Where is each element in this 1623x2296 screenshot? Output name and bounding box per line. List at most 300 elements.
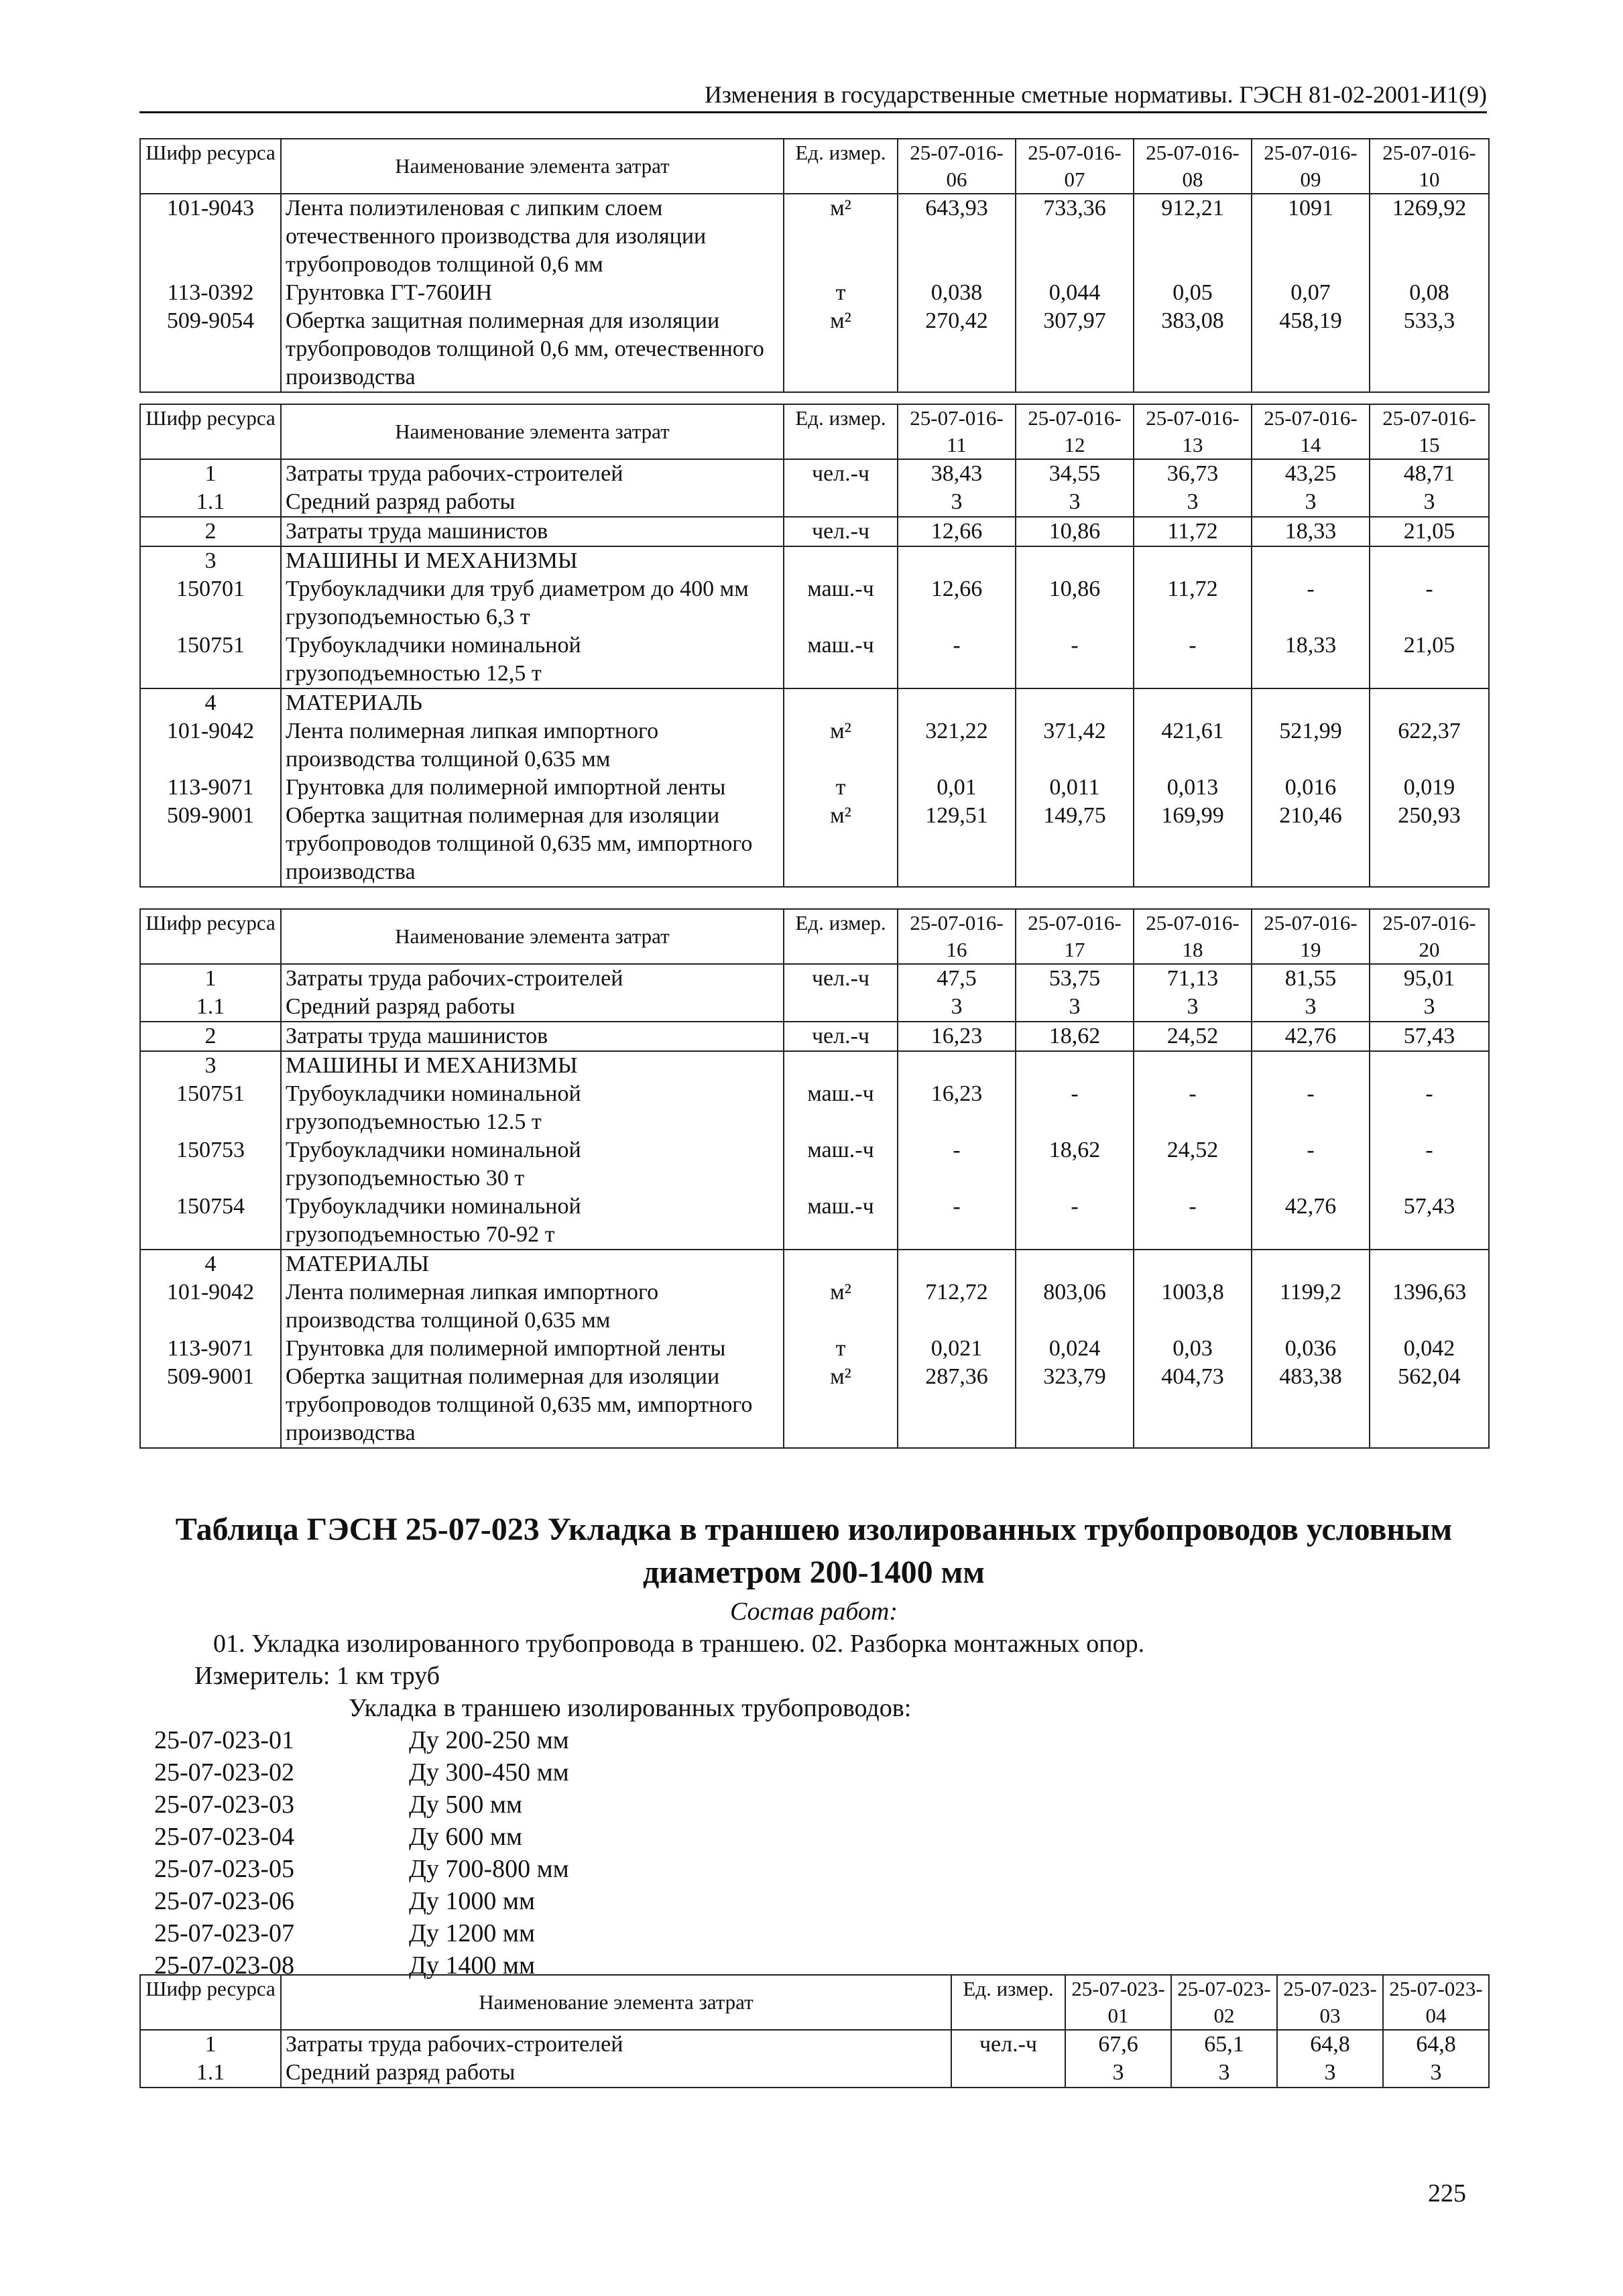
col-header-unit: Ед. измер. (784, 909, 898, 964)
resource-code: 509-9054 (140, 307, 281, 392)
table-row (140, 1193, 1489, 1250)
resource-code: 113-9071 (140, 774, 281, 802)
measure-unit: Измеритель: 1 км труб (194, 1662, 440, 1690)
variant-description: Ду 1200 мм (409, 1919, 536, 1947)
norm-value: 3 (1252, 488, 1370, 517)
norm-value: 3 (1252, 993, 1370, 1022)
norm-value: 64,8 (1277, 2030, 1383, 2059)
norm-value: 0,016 (1252, 774, 1370, 802)
col-header-norm-code: 25-07-016-16 (898, 909, 1016, 964)
norm-value: 53,75 (1016, 964, 1134, 993)
table-title: Таблица ГЭСН 25-07-023 Укладка в траншею изолированных трубопроводов условным диаметром 200-1400 мм (175, 1512, 1453, 1590)
norm-value (898, 1051, 1016, 1080)
resource-code: 113-9071 (140, 1335, 281, 1363)
resource-code: 1.1 (140, 488, 281, 517)
norm-value: 270,42 (898, 307, 1016, 392)
table-row (140, 2030, 1489, 2059)
col-header-norm-code: 25-07-016-19 (1252, 909, 1370, 964)
norm-value: 1003,8 (1134, 1278, 1252, 1335)
table-row (140, 575, 1489, 631)
unit-of-measure: т (784, 1335, 898, 1363)
col-header-norm-code: 25-07-016-07 (1016, 139, 1134, 194)
norm-value: 0,021 (898, 1335, 1016, 1363)
resource-code: 509-9001 (140, 1363, 281, 1448)
table-row (140, 774, 1489, 802)
resource-code: 1 (140, 459, 281, 488)
unit-of-measure (784, 1250, 898, 1278)
norm-value: 533,3 (1370, 307, 1489, 392)
cost-element-name: Лента полимерная липкая импортного производства толщиной 0,635 мм (281, 717, 784, 774)
table-row (140, 993, 1489, 1022)
variant-description: Ду 1400 мм (409, 1951, 536, 1980)
norm-value: 371,42 (1016, 717, 1134, 774)
cost-element-name: Лента полимерная липкая импортного производства толщиной 0,635 мм (281, 1278, 784, 1335)
norm-value: - (1016, 1193, 1134, 1250)
col-header-norm-code: 25-07-016-08 (1134, 139, 1252, 194)
cost-element-name: Обертка защитная полимерная для изоляции трубопроводов толщиной 0,635 мм, импортного производства (281, 1363, 784, 1448)
unit-of-measure: чел.-ч (784, 1022, 898, 1051)
unit-of-measure (784, 1051, 898, 1080)
norm-value: 3 (1383, 2059, 1489, 2088)
page-number: 225 (1428, 2179, 1466, 2208)
col-header-code: Шифр ресурса (140, 139, 281, 194)
resource-code: 1 (140, 2030, 281, 2059)
norm-value (1370, 1250, 1489, 1278)
col-header-unit: Ед. измер. (784, 404, 898, 459)
cost-element-name: Трубоукладчики номинальной грузоподъемностью 12.5 т (281, 1080, 784, 1136)
variant-item (154, 1756, 569, 1789)
unit-of-measure: м² (784, 1363, 898, 1448)
norm-value: 210,46 (1252, 802, 1370, 887)
norm-value: 483,38 (1252, 1363, 1370, 1448)
variant-description: Ду 300-450 мм (409, 1758, 569, 1787)
norm-value: 287,36 (898, 1363, 1016, 1448)
col-header-norm-code: 25-07-016-12 (1016, 404, 1134, 459)
variant-code: 25-07-023-07 (154, 1919, 294, 1947)
norm-value: 67,6 (1065, 2030, 1171, 2059)
unit-of-measure (784, 488, 898, 517)
norm-value: 0,038 (898, 279, 1016, 307)
cost-element-name: Грунтовка для полимерной импортной ленты (281, 1335, 784, 1363)
norm-value (1134, 1051, 1252, 1080)
table-row (140, 964, 1489, 993)
norm-value: 57,43 (1370, 1193, 1489, 1250)
norm-value: 3 (898, 488, 1016, 517)
cost-element-name: МАШИНЫ И МЕХАНИЗМЫ (281, 1051, 784, 1080)
col-header-norm-code: 25-07-016-06 (898, 139, 1016, 194)
table-row (140, 1022, 1489, 1051)
col-header-norm-code: 25-07-023-04 (1383, 1975, 1489, 2030)
variant-description: Ду 600 мм (409, 1823, 523, 1851)
norm-value: 95,01 (1370, 964, 1489, 993)
norm-value: 1269,92 (1370, 194, 1489, 279)
norm-value: 11,72 (1134, 517, 1252, 546)
norm-value: 803,06 (1016, 1278, 1134, 1335)
norm-value: 643,93 (898, 194, 1016, 279)
unit-of-measure (951, 2059, 1065, 2088)
variant-description: Ду 500 мм (409, 1791, 523, 1819)
cost-element-name: Трубоукладчики номинальной грузоподъемностью 30 т (281, 1136, 784, 1193)
cost-element-name: Средний разряд работы (281, 488, 784, 517)
norm-value (1252, 1250, 1370, 1278)
table-row (140, 517, 1489, 546)
cost-element-name: Средний разряд работы (281, 2059, 951, 2088)
variant-item (154, 1724, 569, 1756)
norms-table-016-11-15 (139, 404, 1490, 888)
cost-element-name: МАТЕРИАЛЬ (281, 688, 784, 717)
norm-value: 3 (1370, 488, 1489, 517)
norm-value: 65,1 (1171, 2030, 1277, 2059)
resource-code: 150754 (140, 1193, 281, 1250)
unit-of-measure (784, 993, 898, 1022)
norm-value: 0,01 (898, 774, 1016, 802)
norm-value: 3 (898, 993, 1016, 1022)
norm-value: - (1016, 1080, 1134, 1136)
norm-value: - (898, 631, 1016, 688)
unit-of-measure: маш.-ч (784, 631, 898, 688)
table-row (140, 459, 1489, 488)
variant-item (154, 1789, 569, 1821)
norm-value (1370, 688, 1489, 717)
resource-code: 150751 (140, 1080, 281, 1136)
norm-value: 0,042 (1370, 1335, 1489, 1363)
col-header-name: Наименование элемента затрат (281, 1975, 951, 2030)
variant-code: 25-07-023-05 (154, 1855, 294, 1883)
norm-value: 169,99 (1134, 802, 1252, 887)
norm-value (1016, 546, 1134, 575)
table-row (140, 488, 1489, 517)
norm-value (1370, 546, 1489, 575)
unit-of-measure: чел.-ч (784, 517, 898, 546)
norm-value: 38,43 (898, 459, 1016, 488)
norm-value (1134, 688, 1252, 717)
norm-value: - (1134, 1193, 1252, 1250)
norm-value: - (1252, 1136, 1370, 1193)
col-header-norm-code: 25-07-016-15 (1370, 404, 1489, 459)
norm-value: 18,62 (1016, 1136, 1134, 1193)
unit-of-measure: м² (784, 802, 898, 887)
norm-value: 1199,2 (1252, 1278, 1370, 1335)
norms-table-023-01-04 (139, 1974, 1490, 2088)
norm-value: 521,99 (1252, 717, 1370, 774)
norm-value: 3 (1277, 2059, 1383, 2088)
col-header-norm-code: 25-07-023-03 (1277, 1975, 1383, 2030)
norm-value: 24,52 (1134, 1022, 1252, 1051)
norm-value: 0,011 (1016, 774, 1134, 802)
variant-code: 25-07-023-02 (154, 1758, 294, 1787)
norm-value: 10,86 (1016, 575, 1134, 631)
cost-element-name: Затраты труда рабочих-строителей (281, 2030, 951, 2059)
resource-code: 150751 (140, 631, 281, 688)
variant-list (154, 1724, 569, 1982)
variant-code: 25-07-023-06 (154, 1887, 294, 1915)
resource-code: 3 (140, 546, 281, 575)
header-row (140, 909, 1489, 964)
norm-value: 36,73 (1134, 459, 1252, 488)
cost-element-name: Затраты труда рабочих-строителей (281, 459, 784, 488)
table-row (140, 631, 1489, 688)
cost-element-name: Обертка защитная полимерная для изоляции трубопроводов толщиной 0,635 мм, импортного производства (281, 802, 784, 887)
table-row (140, 1080, 1489, 1136)
norm-value: 562,04 (1370, 1363, 1489, 1448)
norm-value: 3 (1370, 993, 1489, 1022)
unit-of-measure: м² (784, 194, 898, 279)
cost-element-name: Грунтовка для полимерной импортной ленты (281, 774, 784, 802)
variant-item (154, 1821, 569, 1853)
norm-value (1252, 1051, 1370, 1080)
norm-value: 43,25 (1252, 459, 1370, 488)
norm-value: 0,024 (1016, 1335, 1134, 1363)
norm-value: 18,62 (1016, 1022, 1134, 1051)
norm-value: 323,79 (1016, 1363, 1134, 1448)
col-header-norm-code: 25-07-016-18 (1134, 909, 1252, 964)
norm-value: 11,72 (1134, 575, 1252, 631)
col-header-norm-code: 25-07-016-20 (1370, 909, 1489, 964)
unit-of-measure: чел.-ч (784, 964, 898, 993)
table-row (140, 279, 1489, 307)
norm-value: 733,36 (1016, 194, 1134, 279)
unit-of-measure: т (784, 774, 898, 802)
unit-of-measure: т (784, 279, 898, 307)
resource-code: 3 (140, 1051, 281, 1080)
unit-of-measure: маш.-ч (784, 1193, 898, 1250)
norm-value: 0,03 (1134, 1335, 1252, 1363)
resource-code: 113-0392 (140, 279, 281, 307)
norm-value (1134, 546, 1252, 575)
variant-code: 25-07-023-04 (154, 1823, 294, 1851)
col-header-unit: Ед. измер. (784, 139, 898, 194)
norm-value: 321,22 (898, 717, 1016, 774)
cost-element-name: Затраты труда машинистов (281, 517, 784, 546)
norm-value (1016, 688, 1134, 717)
composition-label: Состав работ: (729, 1597, 898, 1626)
norm-value: 81,55 (1252, 964, 1370, 993)
norm-value: 18,33 (1252, 631, 1370, 688)
norm-value: 21,05 (1370, 517, 1489, 546)
resource-code: 4 (140, 688, 281, 717)
norm-value: - (898, 1193, 1016, 1250)
norm-value: 42,76 (1252, 1022, 1370, 1051)
norm-value: - (1016, 631, 1134, 688)
variant-description: Ду 1000 мм (409, 1887, 536, 1915)
variant-description: Ду 700-800 мм (409, 1855, 569, 1883)
norm-value: - (898, 1136, 1016, 1193)
col-header-norm-code: 25-07-016-17 (1016, 909, 1134, 964)
norm-value: 458,19 (1252, 307, 1370, 392)
norm-value: - (1252, 1080, 1370, 1136)
col-header-norm-code: 25-07-016-09 (1252, 139, 1370, 194)
table-row (140, 1136, 1489, 1193)
norm-value: 0,05 (1134, 279, 1252, 307)
resource-code: 1.1 (140, 993, 281, 1022)
unit-of-measure: м² (784, 307, 898, 392)
norm-value: 47,5 (898, 964, 1016, 993)
header-row (140, 404, 1489, 459)
norm-value (1252, 688, 1370, 717)
norm-value: - (1252, 575, 1370, 631)
norm-value: 622,37 (1370, 717, 1489, 774)
resource-code: 1 (140, 964, 281, 993)
unit-of-measure: маш.-ч (784, 1136, 898, 1193)
table-row (140, 1335, 1489, 1363)
table-row (140, 1051, 1489, 1080)
col-header-unit: Ед. измер. (951, 1975, 1065, 2030)
norm-value: 16,23 (898, 1080, 1016, 1136)
norm-value: 0,044 (1016, 279, 1134, 307)
cost-element-name: МАТЕРИАЛЫ (281, 1250, 784, 1278)
resource-code: 101-9043 (140, 194, 281, 279)
norm-value: 12,66 (898, 517, 1016, 546)
norm-value: - (1370, 575, 1489, 631)
header-row (140, 139, 1489, 194)
norm-value (898, 546, 1016, 575)
resource-code: 150753 (140, 1136, 281, 1193)
unit-of-measure (784, 546, 898, 575)
norms-table-016-16-20 (139, 908, 1490, 1449)
col-header-norm-code: 25-07-023-01 (1065, 1975, 1171, 2030)
unit-of-measure: маш.-ч (784, 1080, 898, 1136)
norm-value (898, 1250, 1016, 1278)
norm-value: 3 (1016, 488, 1134, 517)
norm-value: 383,08 (1134, 307, 1252, 392)
norm-value: 21,05 (1370, 631, 1489, 688)
norm-value: 1396,63 (1370, 1278, 1489, 1335)
cost-element-name: Затраты труда машинистов (281, 1022, 784, 1051)
norm-value: - (1134, 631, 1252, 688)
col-header-name: Наименование элемента затрат (281, 404, 784, 459)
unit-of-measure: м² (784, 1278, 898, 1335)
norm-value (1370, 1051, 1489, 1080)
norm-value: 24,52 (1134, 1136, 1252, 1193)
cost-element-name: Трубоукладчики номинальной грузоподъемностью 12,5 т (281, 631, 784, 688)
cost-element-name: Обертка защитная полимерная для изоляции трубопроводов толщиной 0,6 мм, отечественного производства (281, 307, 784, 392)
norm-value: 712,72 (898, 1278, 1016, 1335)
norm-value: 0,019 (1370, 774, 1489, 802)
variant-item (154, 1885, 569, 1917)
table-row (140, 717, 1489, 774)
norm-value: 64,8 (1383, 2030, 1489, 2059)
variant-description: Ду 200-250 мм (409, 1726, 569, 1754)
resource-code: 150701 (140, 575, 281, 631)
norms-table-016-06-10 (139, 138, 1490, 393)
cost-element-name: Трубоукладчики номинальной грузоподъемностью 70-92 т (281, 1193, 784, 1250)
norm-value: 149,75 (1016, 802, 1134, 887)
col-header-norm-code: 25-07-016-14 (1252, 404, 1370, 459)
unit-of-measure: м² (784, 717, 898, 774)
col-header-norm-code: 25-07-016-11 (898, 404, 1016, 459)
norm-value: 3 (1171, 2059, 1277, 2088)
norm-value: 129,51 (898, 802, 1016, 887)
cost-element-name: Средний разряд работы (281, 993, 784, 1022)
unit-of-measure: чел.-ч (951, 2030, 1065, 2059)
norm-value: 0,08 (1370, 279, 1489, 307)
norm-value: 0,036 (1252, 1335, 1370, 1363)
variant-code: 25-07-023-03 (154, 1791, 294, 1819)
cost-element-name: Трубоукладчики для труб диаметром до 400 мм грузоподъемностью 6,3 т (281, 575, 784, 631)
resource-code: 4 (140, 1250, 281, 1278)
norm-value: 1091 (1252, 194, 1370, 279)
table-row (140, 688, 1489, 717)
norm-value: 3 (1134, 993, 1252, 1022)
col-header-code: Шифр ресурса (140, 404, 281, 459)
norm-value: 12,66 (898, 575, 1016, 631)
resource-code: 509-9001 (140, 802, 281, 887)
norm-value: 912,21 (1134, 194, 1252, 279)
col-header-name: Наименование элемента затрат (281, 139, 784, 194)
cost-element-name: Лента полиэтиленовая с липким слоем отечественного производства для изоляции трубопроводов толщиной 0,6 мм (281, 194, 784, 279)
variant-code: 25-07-023-01 (154, 1726, 294, 1754)
norm-value: 3 (1016, 993, 1134, 1022)
col-header-name: Наименование элемента затрат (281, 909, 784, 964)
norm-value (1134, 1250, 1252, 1278)
norm-value: 57,43 (1370, 1022, 1489, 1051)
unit-of-measure: маш.-ч (784, 575, 898, 631)
norm-value: 421,61 (1134, 717, 1252, 774)
cost-element-name: МАШИНЫ И МЕХАНИЗМЫ (281, 546, 784, 575)
norm-value: 3 (1134, 488, 1252, 517)
norm-value (1016, 1051, 1134, 1080)
cost-element-name: Грунтовка ГТ-760ИН (281, 279, 784, 307)
variant-item (154, 1853, 569, 1885)
norm-value: 71,13 (1134, 964, 1252, 993)
norm-value: 404,73 (1134, 1363, 1252, 1448)
norm-value (1252, 546, 1370, 575)
unit-of-measure (784, 688, 898, 717)
table-row (140, 546, 1489, 575)
norm-value: 307,97 (1016, 307, 1134, 392)
col-header-code: Шифр ресурса (140, 909, 281, 964)
col-header-code: Шифр ресурса (140, 1975, 281, 2030)
resource-code: 1.1 (140, 2059, 281, 2088)
table-row (140, 1278, 1489, 1335)
norm-value: 34,55 (1016, 459, 1134, 488)
page-header: Изменения в государственные сметные нормативы. ГЭСН 81-02-2001-И1(9) (139, 79, 1487, 113)
unit-of-measure: чел.-ч (784, 459, 898, 488)
table-row (140, 802, 1489, 887)
norm-value: 42,76 (1252, 1193, 1370, 1250)
norm-value: - (1134, 1080, 1252, 1136)
resource-code: 101-9042 (140, 717, 281, 774)
norm-value: 10,86 (1016, 517, 1134, 546)
resource-code: 2 (140, 517, 281, 546)
col-header-norm-code: 25-07-023-02 (1171, 1975, 1277, 2030)
composition-text: 01. Укладка изолированного трубопровода в траншею. 02. Разборка монтажных опор. (213, 1630, 1145, 1658)
norm-value: 250,93 (1370, 802, 1489, 887)
norm-value: - (1370, 1080, 1489, 1136)
norm-value: 18,33 (1252, 517, 1370, 546)
table-row (140, 1363, 1489, 1448)
resource-code: 2 (140, 1022, 281, 1051)
variant-code: 25-07-023-08 (154, 1951, 294, 1980)
resource-code: 101-9042 (140, 1278, 281, 1335)
norm-value: 0,07 (1252, 279, 1370, 307)
norm-value (1016, 1250, 1134, 1278)
table-row (140, 307, 1489, 392)
norm-value: - (1370, 1136, 1489, 1193)
table-row (140, 194, 1489, 279)
col-header-norm-code: 25-07-016-13 (1134, 404, 1252, 459)
norm-value: 3 (1065, 2059, 1171, 2088)
header-row (140, 1975, 1489, 2030)
norm-value (898, 688, 1016, 717)
col-header-norm-code: 25-07-016-10 (1370, 139, 1489, 194)
variant-heading: Укладка в траншею изолированных трубопроводов: (349, 1694, 912, 1722)
table-row (140, 1250, 1489, 1278)
variant-item (154, 1917, 569, 1949)
norm-value: 16,23 (898, 1022, 1016, 1051)
cost-element-name: Затраты труда рабочих-строителей (281, 964, 784, 993)
norm-value: 0,013 (1134, 774, 1252, 802)
